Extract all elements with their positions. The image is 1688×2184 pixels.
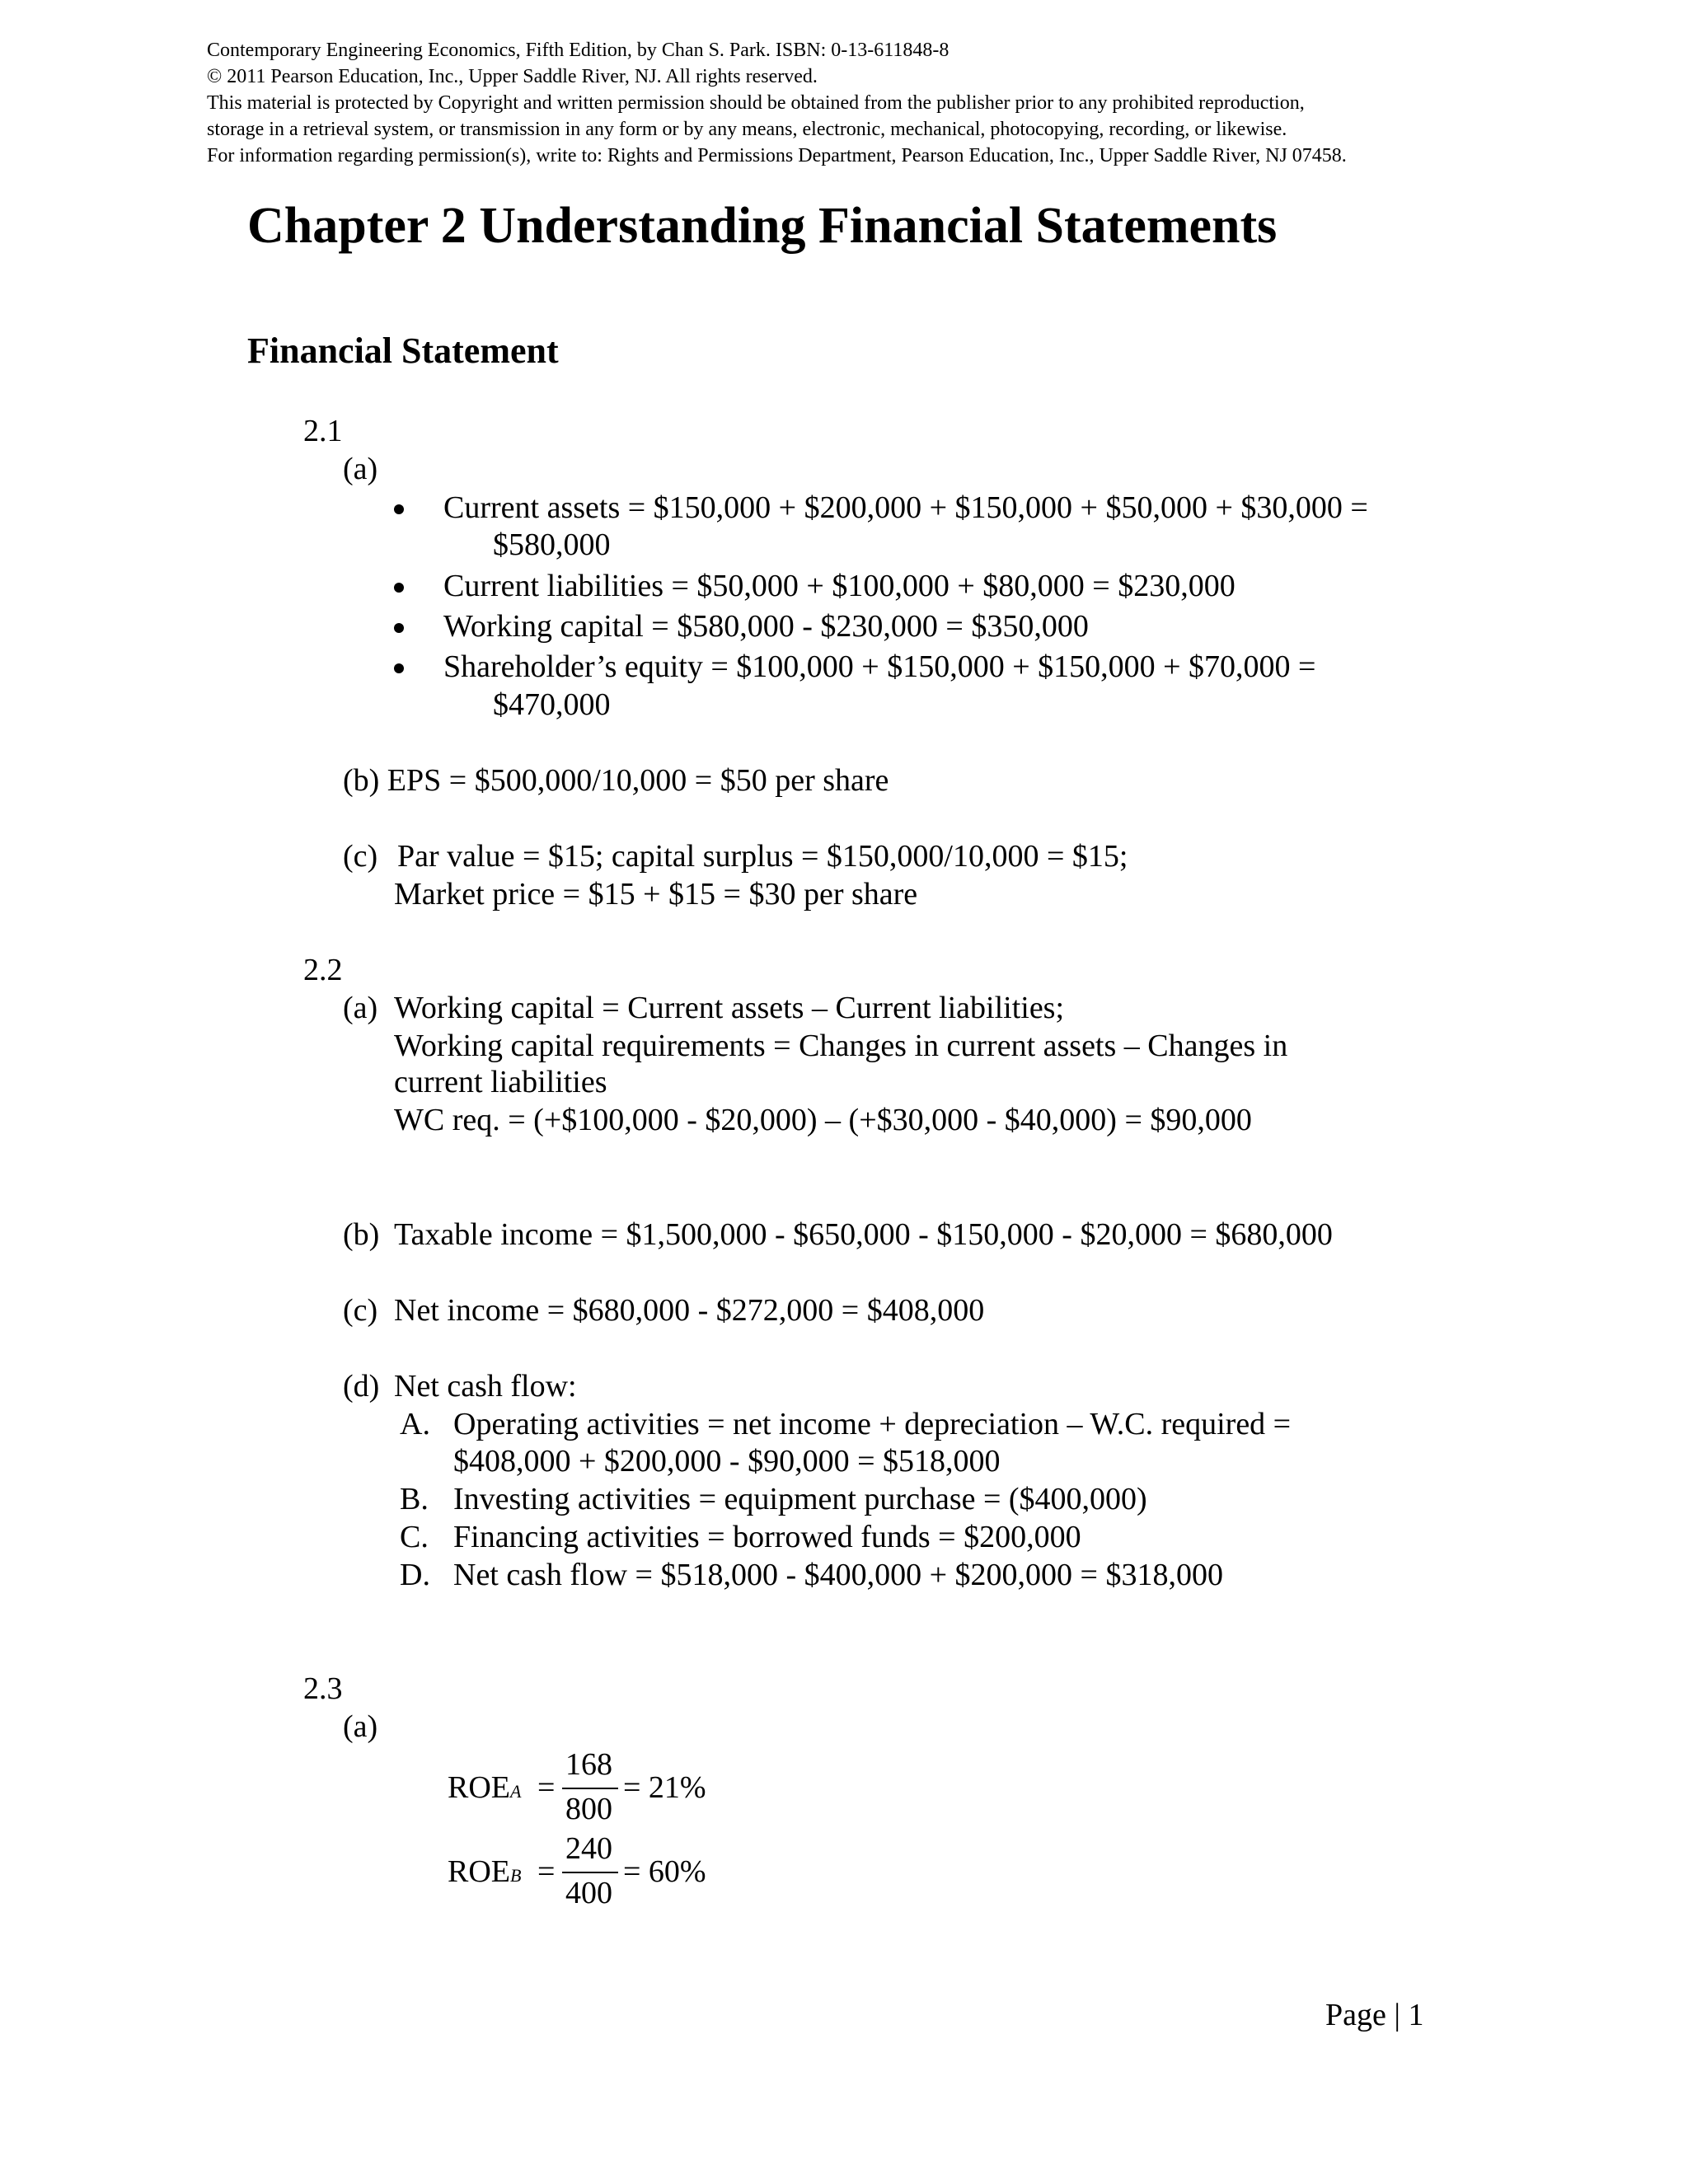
bullet-continuation: $580,000 [493,527,611,562]
bullet-icon [394,623,404,633]
header-line-2: © 2011 Pearson Education, Inc., Upper Saddle River, NJ. All rights reserved. [207,66,818,87]
part-label: (c) [343,1293,378,1328]
equation-result: = 60% [623,1854,706,1889]
header-line-5: For information regarding permission(s), write to: Rights and Permissions Department, Pearson Education, Inc., Upper Saddle River, NJ 07458. [207,145,1347,166]
part-c-line-2: Market price = $15 + $15 = $30 per share [394,877,918,912]
page-number: Page | 1 [1325,1998,1424,2032]
bullet-continuation: $470,000 [493,687,611,722]
part-c-line-1: Par value = $15; capital surplus = $150,000/10,000 = $15; [397,839,1128,874]
header-line-1: Contemporary Engineering Economics, Fifth Edition, by Chan S. Park. ISBN: 0-13-611848-8 [207,40,950,61]
part-a-line-1: Working capital = Current assets – Current liabilities; [394,991,1065,1025]
equation-result: = 21% [623,1770,706,1805]
bullet-icon [394,583,404,593]
problem-number: 2.2 [303,953,343,987]
bullet-icon [394,663,404,673]
list-item: Financing activities = borrowed funds = $200,000 [453,1520,1081,1554]
part-label: (d) [343,1369,380,1404]
roe-subscript: B [510,1865,522,1886]
bullet-item: Current liabilities = $50,000 + $100,000 + $80,000 = $230,000 [443,569,1236,603]
section-title: Financial Statement [247,330,559,371]
list-letter: B. [400,1482,429,1516]
roe-label: ROE [448,1854,510,1889]
list-letter: C. [400,1520,429,1554]
bullet-item: Shareholder’s equity = $100,000 + $150,000 + $150,000 + $70,000 = [443,649,1316,684]
list-item-continuation: $408,000 + $200,000 - $90,000 = $518,000 [453,1444,1001,1479]
list-item: Net cash flow = $518,000 - $400,000 + $200,000 = $318,000 [453,1558,1223,1592]
part-label: (b) [343,1217,380,1252]
list-letter: A. [400,1407,430,1441]
chapter-title: Chapter 2 Understanding Financial Statements [247,198,1278,254]
fraction-denominator: 400 [565,1876,612,1910]
list-item: Investing activities = equipment purchase = ($400,000) [453,1482,1147,1516]
problem-number: 2.3 [303,1671,343,1706]
fraction-numerator: 168 [565,1747,612,1782]
list-letter: D. [400,1558,430,1592]
equals-sign: = [537,1770,556,1805]
problem-number: 2.1 [303,414,343,448]
part-a-line-2: Working capital requirements = Changes in current assets – Changes in [394,1029,1288,1063]
equals-sign: = [537,1854,556,1889]
roe-subscript: A [510,1781,522,1802]
header-line-4: storage in a retrieval system, or transmission in any form or by any means, electronic, mechanical, photocopying, recording, or likewise. [207,119,1287,140]
list-item: Operating activities = net income + depreciation – W.C. required = [453,1407,1292,1441]
part-c-text: Net income = $680,000 - $272,000 = $408,000 [394,1293,985,1328]
bullet-icon [394,504,404,514]
part-label: (a) [343,991,378,1025]
bullet-item: Current assets = $150,000 + $200,000 + $150,000 + $50,000 + $30,000 = [443,490,1368,525]
fraction-bar [562,1788,618,1789]
part-b: (b) EPS = $500,000/10,000 = $50 per share [343,763,889,798]
bullet-item: Working capital = $580,000 - $230,000 = $350,000 [443,609,1089,644]
part-b-text: Taxable income = $1,500,000 - $650,000 - $150,000 - $20,000 = $680,000 [394,1217,1333,1252]
part-label: (c) [343,839,378,874]
part-d-text: Net cash flow: [394,1369,577,1404]
part-a-line-4: WC req. = (+$100,000 - $20,000) – (+$30,000 - $40,000) = $90,000 [394,1103,1252,1137]
fraction-denominator: 800 [565,1792,612,1826]
header-line-3: This material is protected by Copyright and written permission should be obtained from the publisher prior to any prohibited reproduction, [207,92,1305,114]
fraction-numerator: 240 [565,1831,612,1866]
part-a-line-3: current liabilities [394,1065,607,1099]
roe-label: ROE [448,1770,510,1805]
fraction-bar [562,1872,618,1873]
part-label: (a) [343,452,378,486]
part-label: (a) [343,1709,378,1744]
